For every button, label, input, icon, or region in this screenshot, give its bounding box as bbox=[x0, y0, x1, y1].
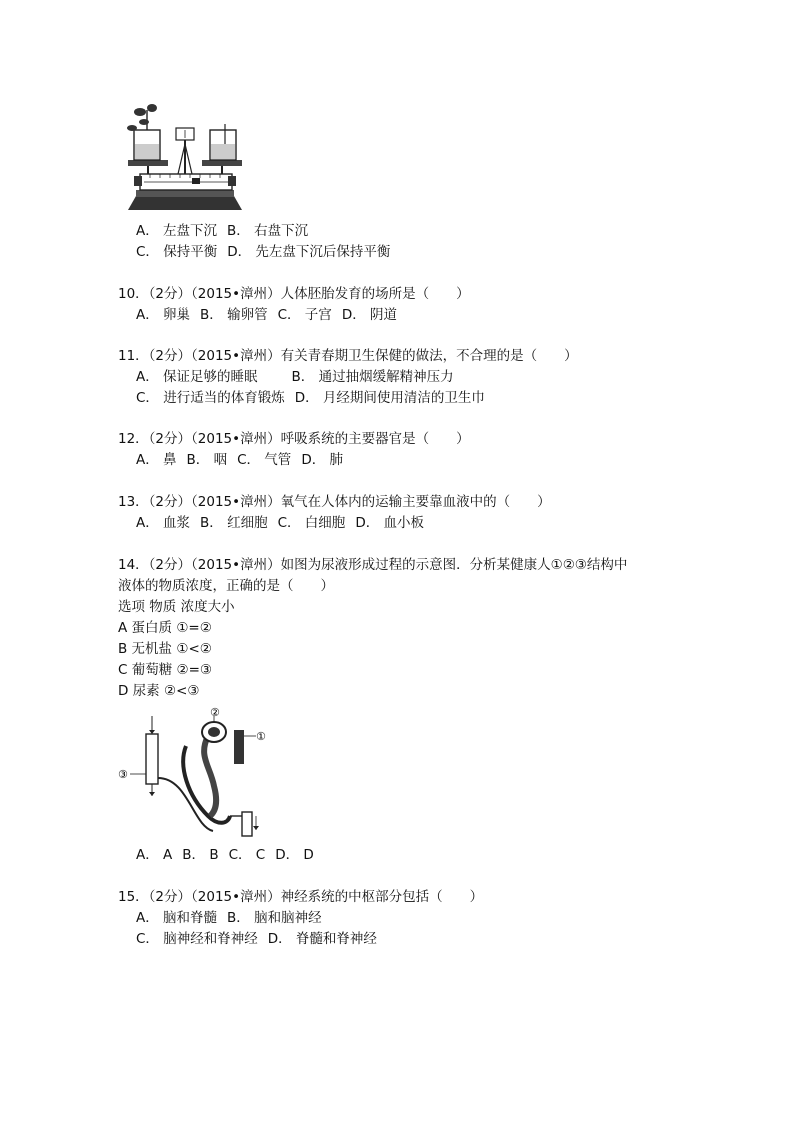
q10-option-d[interactable]: D． 阴道 bbox=[341, 307, 397, 323]
q13-option-b[interactable]: B． 红细胞 bbox=[200, 515, 268, 531]
q14-row-b: B 无机盐 ①<② bbox=[118, 641, 212, 657]
q15-option-c[interactable]: C． 脑神经和脊神经 bbox=[136, 931, 258, 947]
nephron-figure bbox=[118, 706, 278, 842]
q12-options bbox=[136, 451, 343, 469]
q11-option-d[interactable]: D． 月经期间使用清洁的卫生巾 bbox=[294, 390, 485, 406]
q14-option-a[interactable]: A． A bbox=[136, 847, 173, 863]
q10-stem: 10．（2分）（2015•漳州）人体胚胎发育的场所是（ ） bbox=[118, 286, 470, 302]
q9-option-a[interactable]: A． 左盘下沉 bbox=[136, 223, 218, 239]
q14-row-d: D 尿素 ②<③ bbox=[118, 683, 200, 699]
q14-options bbox=[136, 846, 314, 864]
q9-options-line2 bbox=[136, 243, 390, 261]
q10-option-b[interactable]: B． 输卵管 bbox=[200, 307, 268, 323]
q13-option-c[interactable]: C． 白细胞 bbox=[277, 515, 346, 531]
q15-options-line1 bbox=[136, 909, 322, 927]
q12-option-d[interactable]: D． 肺 bbox=[301, 452, 343, 468]
q13-option-d[interactable]: D． 血小板 bbox=[355, 515, 424, 531]
q11-options-line1 bbox=[136, 368, 454, 386]
q14-stem-line2: 液体的物质浓度，正确的是（ ） bbox=[118, 578, 334, 594]
q11-option-b[interactable]: B． 通过抽烟缓解精神压力 bbox=[291, 369, 454, 385]
q14-row-c: C 葡萄糖 ②=③ bbox=[118, 662, 213, 678]
q11-option-a[interactable]: A． 保证足够的睡眠 bbox=[136, 369, 258, 385]
q14-option-c[interactable]: C． C bbox=[228, 847, 266, 863]
q15-option-d[interactable]: D． 脊髓和脊神经 bbox=[267, 931, 377, 947]
q15-option-a[interactable]: A． 脑和脊髓 bbox=[136, 910, 218, 926]
q12-option-c[interactable]: C． 气管 bbox=[237, 452, 292, 468]
q12-stem: 12．（2分）（2015•漳州）呼吸系统的主要器官是（ ） bbox=[118, 431, 470, 447]
q15-options-line2 bbox=[136, 930, 377, 948]
q13-stem: 13．（2分）（2015•漳州）氧气在人体内的运输主要靠血液中的（ ） bbox=[118, 494, 551, 510]
q13-option-a[interactable]: A． 血浆 bbox=[136, 515, 191, 531]
label-3: ③ bbox=[118, 768, 128, 781]
balance-figure bbox=[120, 100, 250, 215]
q15-stem: 15．（2分）（2015•漳州）神经系统的中枢部分包括（ ） bbox=[118, 889, 484, 905]
q9-options-line1 bbox=[136, 222, 308, 240]
q12-option-a[interactable]: A． 鼻 bbox=[136, 452, 177, 468]
q10-option-c[interactable]: C． 子宫 bbox=[277, 307, 332, 323]
label-2: ② bbox=[210, 706, 220, 719]
q10-options bbox=[136, 306, 397, 324]
q14-row-a: A 蛋白质 ①=② bbox=[118, 620, 212, 636]
q11-stem: 11．（2分）（2015•漳州）有关青春期卫生保健的做法，不合理的是（ ） bbox=[118, 348, 578, 364]
q15-option-b[interactable]: B． 脑和脑神经 bbox=[227, 910, 322, 926]
q10-option-a[interactable]: A． 卵巢 bbox=[136, 307, 191, 323]
q14-option-b[interactable]: B． B bbox=[182, 847, 219, 863]
q13-options bbox=[136, 514, 424, 532]
q9-option-b[interactable]: B． 右盘下沉 bbox=[227, 223, 309, 239]
q11-options-line2 bbox=[136, 389, 485, 407]
q12-option-b[interactable]: B． 咽 bbox=[186, 452, 228, 468]
q9-option-c[interactable]: C． 保持平衡 bbox=[136, 244, 218, 260]
q14-option-d[interactable]: D． D bbox=[275, 847, 314, 863]
q9-option-d[interactable]: D． 先左盘下沉后保持平衡 bbox=[227, 244, 391, 260]
q14-stem-line1: 14．（2分）（2015•漳州）如图为尿液形成过程的示意图．分析某健康人①②③结构中 bbox=[118, 557, 628, 573]
q11-option-c[interactable]: C． 进行适当的体育锻炼 bbox=[136, 390, 285, 406]
label-1: ① bbox=[256, 730, 266, 743]
q14-table-header: 选项 物质 浓度大小 bbox=[118, 599, 235, 615]
